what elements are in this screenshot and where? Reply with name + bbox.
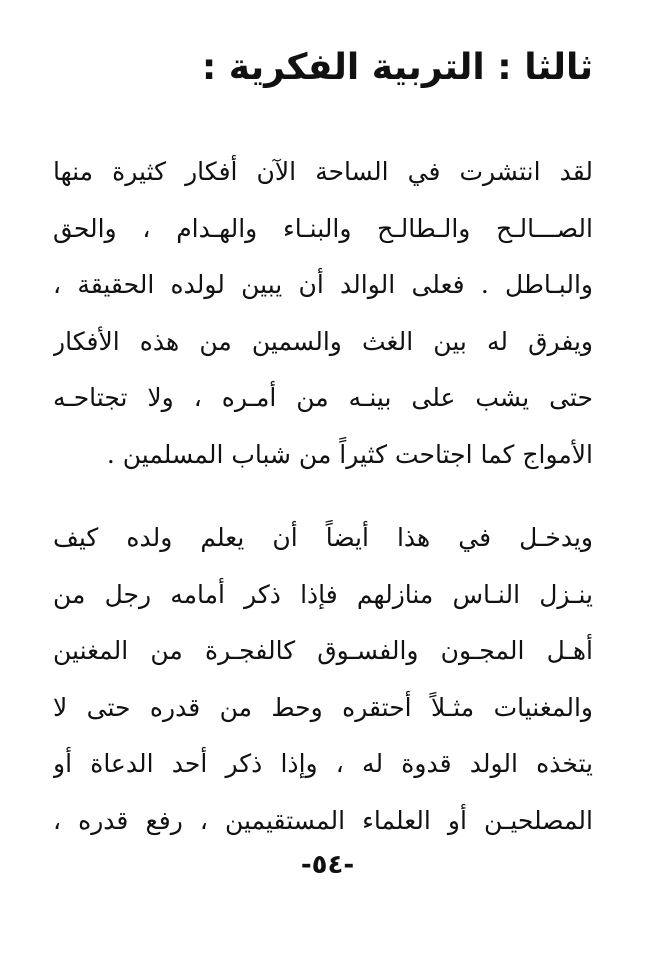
text-line: المصلحيـن أو العلماء المستقيمين ، رفع قدره ، [53, 805, 593, 835]
text-line: ينـزل النـاس منازلهم فإذا ذكر أمامه رجل من [53, 579, 593, 609]
text-line: والبـاطل . فعلى الوالد أن يبين لولده الحقيقة ، [53, 270, 593, 299]
page-number: -٥٤- [300, 850, 355, 880]
text-line: ويفرق له بين الغث والسمين من هذه الأفكار [53, 326, 593, 356]
paragraph-2 [53, 510, 593, 849]
section-heading: ثالثا : التربية الفكرية : [201, 47, 593, 88]
text-line: يتخذه الولد قدوة له ، وإذا ذكر أحد الدعاة أو [53, 749, 593, 778]
paragraph-1 [53, 144, 593, 483]
text-line: حتى يشب على بينـه من أمـره ، ولا تجتاحـه [53, 383, 593, 412]
text-line: والمغنيات مثـلاً أحتقره وحط من قدره حتى لا [53, 692, 593, 722]
text-line: الصـــالـح والـطالـح والبنـاء والهـدام ، والحق [53, 213, 593, 243]
text-line: أهـل المجـون والفسـوق كالفجـرة من المغنين [53, 636, 593, 665]
text-line: ويدخـل في هذا أيضاً أن يعلم ولده كيف [53, 523, 593, 552]
text-line: الأمواج كما اجتاحت كثيراً من شباب المسلمين . [106, 439, 593, 469]
text-line: لقد انتشرت في الساحة الآن أفكار كثيرة منها [53, 157, 593, 186]
